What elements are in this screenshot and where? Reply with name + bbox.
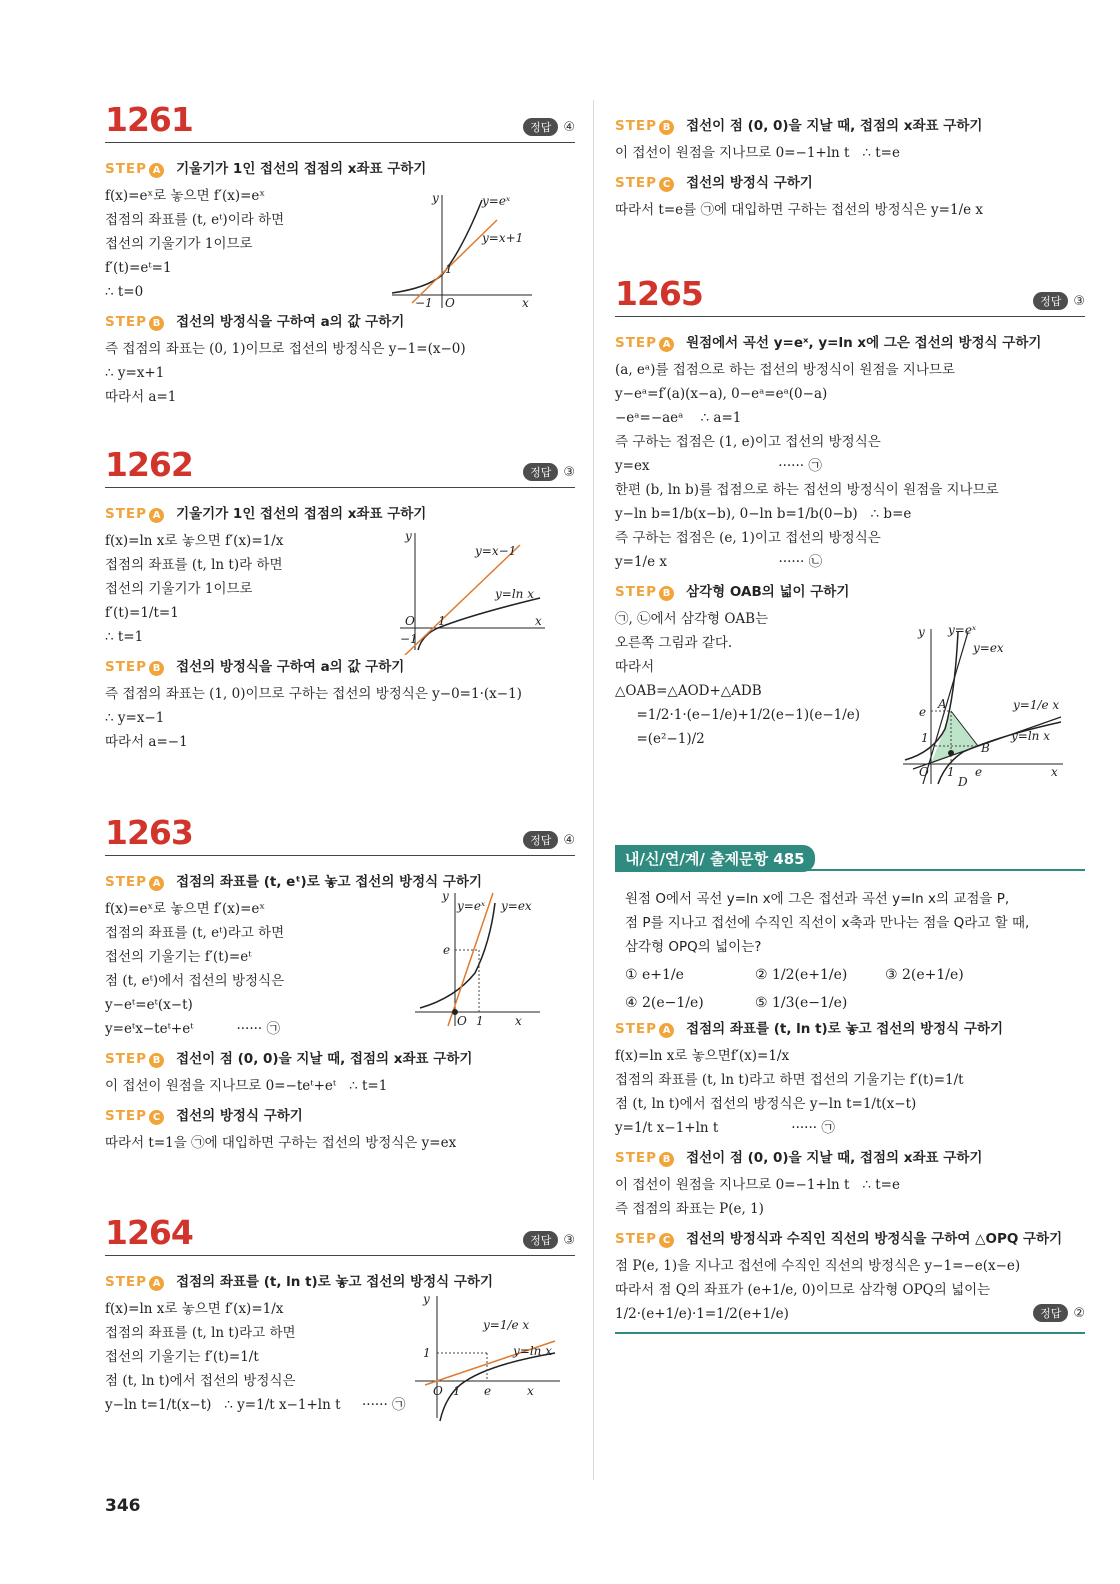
solution-line: y−eᵗ=eᵗ(x−t) (105, 997, 193, 1013)
axis-label-x: x (527, 1384, 534, 1398)
tangent-label: y=ex (501, 899, 532, 913)
step-code: STEP (615, 335, 658, 351)
axis-label-y: y (918, 625, 925, 639)
point-label: e (484, 1384, 492, 1398)
solution-line: 점 (t, ln t)에서 접선의 방정식은 (105, 1373, 296, 1389)
axis-label-y: y (432, 191, 439, 205)
solution-line: 접선의 기울기가 1이므로 (105, 581, 253, 597)
step-title: 접선이 점 (0, 0)을 지날 때, 접점의 x좌표 구하기 (176, 1051, 473, 1067)
answer-tag: 정답 (1033, 1304, 1068, 1322)
solution-line: 오른쪽 그림과 같다. (615, 635, 733, 651)
solution-line: ∴ t=1 (105, 629, 144, 645)
page-number: 346 (105, 1496, 141, 1516)
origin-label: O (445, 296, 455, 310)
step-letter: C (149, 1110, 164, 1125)
solution-line: 이 접선이 원점을 지나므로 0=−1+ln t ∴ t=e (615, 145, 900, 161)
solution-line: 1/2·(e+1/e)·1=1/2(e+1/e) (615, 1306, 789, 1322)
solution-line: (a, eᵃ)를 접점으로 하는 접선의 방정식이 원점을 지나므로 (615, 362, 955, 378)
solution-line: 점 (t, eᵗ)에서 접선의 방정식은 (105, 973, 285, 989)
step-letter: A (149, 508, 164, 523)
point-label: −1 (400, 632, 418, 646)
step-title: 접선의 방정식 구하기 (686, 175, 813, 191)
step-letter: A (149, 163, 164, 178)
point-label: −1 (415, 296, 433, 310)
solution-line: =(e²−1)/2 (615, 731, 705, 747)
step-b (615, 580, 1085, 601)
step-title: 기울기가 1인 접선의 접점의 x좌표 구하기 (176, 161, 427, 177)
problem-1263 (105, 813, 575, 1213)
solution-line: 따라서 a=1 (105, 389, 177, 405)
step-a (105, 502, 575, 523)
axis-label-x: x (522, 296, 529, 310)
problem-header (105, 100, 575, 143)
curve-label: y=eˣ (948, 624, 977, 637)
choice-2[interactable]: ② 1/2(e+1/e) (755, 967, 848, 983)
step-b (105, 655, 575, 676)
problem-header (615, 274, 1085, 317)
origin-label: O (919, 765, 929, 779)
step-a (615, 1017, 1085, 1038)
solution-line: 접점의 좌표를 (t, ln t)라고 하면 접선의 기울기는 f′(t)=1/t (615, 1072, 964, 1088)
step-letter: A (659, 1023, 674, 1038)
problem-1261 (105, 100, 575, 445)
solution-line: y−ln b=1/b(x−b), 0−ln b=1/b(0−b) ∴ b=e (615, 506, 912, 522)
step-letter: B (149, 316, 164, 331)
step-b (615, 1146, 1085, 1167)
point-label: 1 (445, 262, 453, 276)
axis-label-x: x (1051, 765, 1058, 779)
solution-line: y−ln t=1/t(x−t) ∴ y=1/t x−1+ln t ······ ㉠ (105, 1397, 406, 1413)
problem-number: 1261 (105, 100, 193, 139)
step-title: 접선이 점 (0, 0)을 지날 때, 접점의 x좌표 구하기 (686, 118, 983, 134)
answer-badge (1033, 292, 1085, 310)
answer-tag: 정답 (523, 831, 558, 849)
answer-value: ④ (563, 120, 575, 135)
step-a (105, 157, 575, 178)
step-code: STEP (105, 1274, 148, 1290)
step-code: STEP (615, 1150, 658, 1166)
problem-1264 (105, 1213, 575, 1453)
step-title: 접점의 좌표를 (t, ln t)로 놓고 접선의 방정식 구하기 (176, 1274, 494, 1290)
problem-number: 1265 (615, 274, 703, 313)
solution-line: ∴ y=x−1 (105, 710, 165, 726)
solution-line: 이 접선이 원점을 지나므로 0=−teᵗ+eᵗ ∴ t=1 (105, 1078, 388, 1094)
step-a (615, 331, 1085, 352)
solution-line: 접선의 기울기가 1이므로 (105, 236, 253, 252)
step-code: STEP (105, 161, 148, 177)
step-code: STEP (105, 1051, 148, 1067)
solution-line: −eᵃ=−aeᵃ ∴ a=1 (615, 410, 742, 426)
step-letter: B (659, 586, 674, 601)
problem-number: 1264 (105, 1213, 193, 1252)
solution-line: 이 접선이 원점을 지나므로 0=−1+ln t ∴ t=e (615, 1177, 900, 1193)
question-line: 삼각형 OPQ의 넓이는? (625, 939, 762, 955)
choice-1[interactable]: ① e+1/e (625, 967, 684, 983)
naesin-rule (615, 850, 1085, 871)
solution-line: y−eᵃ=f′(a)(x−a), 0−eᵃ=eᵃ(0−a) (615, 386, 828, 402)
naesin-tag: 내/신/연/계/ 출제문항 485 (615, 845, 815, 872)
answer-value: ③ (1073, 294, 1085, 309)
problem-header (105, 445, 575, 488)
problem-1262 (105, 445, 575, 813)
step-title: 접점의 좌표를 (t, ln t)로 놓고 접선의 방정식 구하기 (686, 1021, 1004, 1037)
step-code: STEP (105, 659, 148, 675)
solution-line: 점 (t, ln t)에서 접선의 방정식은 y−ln t=1/t(x−t) (615, 1096, 917, 1112)
answer-tag: 정답 (1033, 292, 1068, 310)
step-letter: B (659, 120, 674, 135)
choices (625, 967, 1085, 1011)
problem-number: 1262 (105, 445, 193, 484)
problem-number: 1263 (105, 813, 193, 852)
step-title: 삼각형 OAB의 넓이 구하기 (686, 584, 850, 600)
solution-line: 즉 구하는 접점은 (e, 1)이고 접선의 방정식은 (615, 530, 881, 546)
point-label: 1 (438, 614, 446, 628)
problem-1265 (615, 274, 1085, 859)
step-code: STEP (105, 506, 148, 522)
point-label-d: D (958, 775, 968, 789)
step-title: 접선의 방정식 구하기 (176, 1108, 303, 1124)
step-letter: A (149, 876, 164, 891)
step-letter: C (659, 1233, 674, 1248)
axis-label-y: y (423, 1293, 430, 1306)
point-label: 1 (476, 1014, 484, 1028)
axis-label-x: x (535, 614, 542, 628)
origin-label: O (405, 614, 415, 628)
answer-tag: 정답 (523, 1231, 558, 1249)
step-c (105, 1104, 575, 1125)
solution-line: =1/2·1·(e−1/e)+1/2(e−1)(e−1/e) (615, 707, 861, 723)
solution-line: 따라서 점 Q의 좌표가 (e+1/e, 0)이므로 삼각형 OPQ의 넓이는 (615, 1282, 991, 1298)
step-title: 접선의 방정식을 구하여 a의 값 구하기 (176, 314, 405, 330)
axis-label-y: y (405, 530, 412, 543)
solution-line: 즉 접점의 좌표는 P(e, 1) (615, 1201, 764, 1217)
solution-line: f′(t)=1/t=1 (105, 605, 179, 621)
curve-label: y=eˣ (457, 899, 486, 913)
step-code: STEP (615, 584, 658, 600)
solution-line: △OAB=△AOD+△ADB (615, 683, 762, 699)
problem-header (105, 1213, 575, 1256)
solution-line: 한편 (b, ln b)를 접점으로 하는 접선의 방정식이 원점을 지나므로 (615, 482, 999, 498)
step-b (615, 114, 1085, 135)
step-title: 접선이 점 (0, 0)을 지날 때, 접점의 x좌표 구하기 (686, 1150, 983, 1166)
step-letter: A (659, 337, 674, 352)
naesin-section (615, 850, 1085, 1334)
graph-exp-tangent (387, 190, 537, 310)
point-label: 1 (947, 765, 955, 779)
solution-line: 따라서 (615, 659, 655, 675)
step-letter: B (149, 1053, 164, 1068)
solution-line: ㉠, ㉡에서 삼각형 OAB는 (615, 611, 769, 627)
solution-line: 접점의 좌표를 (t, eᵗ)이라 하면 (105, 212, 285, 228)
graph-exp-origin-tangent (415, 888, 555, 1028)
origin-label: O (457, 1014, 467, 1028)
step-b (105, 310, 575, 331)
answer-value: ② (1073, 1306, 1085, 1321)
column-divider (593, 100, 594, 1480)
graph-ln-origin-tangent (415, 1293, 565, 1423)
problem-1264-continued (615, 114, 1085, 274)
choice-5[interactable]: ⑤ 1/3(e−1/e) (755, 995, 848, 1011)
solution-line: f(x)=ln x로 놓으면 f′(x)=1/x (105, 533, 284, 549)
solution-line: 따라서 a=−1 (105, 734, 188, 750)
right-column (615, 108, 1085, 1334)
curve-label: y=ln x (495, 587, 534, 601)
solution-line: 즉 구하는 접점은 (1, e)이고 접선의 방정식은 (615, 434, 881, 450)
graph-triangle-oab (903, 624, 1068, 789)
solution-line: ∴ y=x+1 (105, 365, 165, 381)
solution-line: 점 P(e, 1)을 지나고 접선에 수직인 직선의 방정식은 y−1=−e(x−e) (615, 1258, 1021, 1274)
tangent-label: y=1/e x (1013, 698, 1060, 712)
axis-label-x: x (515, 1014, 522, 1028)
curve-label: y=ln x (513, 1344, 552, 1358)
step-code: STEP (615, 1231, 658, 1247)
point-label: e (443, 943, 451, 957)
tangent-label: y=x+1 (482, 231, 524, 245)
solution-line: 따라서 t=e를 ㉠에 대입하면 구하는 접선의 방정식은 y=1/e x (615, 202, 984, 218)
left-column (105, 100, 575, 1453)
solution-line: 접점의 좌표를 (t, eᵗ)라고 하면 (105, 925, 285, 941)
curve-label: y=ln x (1011, 729, 1050, 743)
answer-value: ③ (563, 1233, 575, 1248)
answer-badge (1033, 1304, 1085, 1322)
step-title: 원점에서 곡선 y=eˣ, y=ln x에 그은 접선의 방정식 구하기 (686, 335, 1042, 351)
step-c (615, 171, 1085, 192)
problem-header (105, 813, 575, 856)
point-label-a: A (938, 697, 947, 711)
graph-ln-tangent (400, 530, 550, 655)
solution-line: 즉 접점의 좌표는 (1, 0)이므로 구하는 접선의 방정식은 y−0=1·(x−1) (105, 686, 522, 702)
point-label-b: B (981, 741, 990, 755)
step-title: 기울기가 1인 접선의 접점의 x좌표 구하기 (176, 506, 427, 522)
choice-3[interactable]: ③ 2(e+1/e) (885, 967, 964, 983)
solution-line: f(x)=ln x로 놓으면f′(x)=1/x (615, 1048, 790, 1064)
step-code: STEP (105, 314, 148, 330)
answer-badge (523, 118, 575, 136)
axis-label-y: y (442, 889, 449, 903)
answer-tag: 정답 (523, 118, 558, 136)
solution-line: y=eᵗx−teᵗ+eᵗ ······ ㉠ (105, 1021, 281, 1037)
answer-badge (523, 463, 575, 481)
answer-tag: 정답 (523, 463, 558, 481)
solution-line: f(x)=ln x로 놓으면 f′(x)=1/x (105, 1301, 284, 1317)
section-bottom-rule (615, 1332, 1085, 1334)
step-c (615, 1227, 1085, 1248)
solution-line: y=ex ······ ㉠ (615, 458, 822, 474)
solution-line: 접선의 기울기는 f′(t)=eᵗ (105, 949, 252, 965)
point-label: 1 (423, 1346, 431, 1360)
answer-value: ③ (563, 465, 575, 480)
solution-line: f(x)=eˣ로 놓으면 f′(x)=eˣ (105, 188, 266, 204)
step-letter: B (659, 1152, 674, 1167)
solution-line: y=1/t x−1+ln t ······ ㉠ (615, 1120, 835, 1136)
solution-line: 접점의 좌표를 (t, ln t)라고 하면 (105, 1325, 296, 1341)
answer-badge (523, 1231, 575, 1249)
answer-value: ④ (563, 833, 575, 848)
tangent-label: y=1/e x (483, 1318, 530, 1332)
curve-label: y=eˣ (482, 194, 511, 208)
question-line: 원점 O에서 곡선 y=ln x에 그은 접선과 곡선 y=ln x의 교점을 P, (625, 891, 1010, 907)
solution-line: 접선의 기울기는 f′(t)=1/t (105, 1349, 259, 1365)
step-code: STEP (615, 175, 658, 191)
step-title: 접점의 좌표를 (t, eᵗ)로 놓고 접선의 방정식 구하기 (176, 874, 483, 890)
point-label: e (975, 765, 983, 779)
step-code: STEP (615, 1021, 658, 1037)
step-title: 접선의 방정식을 구하여 a의 값 구하기 (176, 659, 405, 675)
solution-line: 따라서 t=1을 ㉠에 대입하면 구하는 접선의 방정식은 y=ex (105, 1135, 457, 1151)
question-line: 점 P를 지나고 접선에 수직인 직선이 x축과 만나는 점을 Q라고 할 때, (625, 915, 1030, 931)
solution-line: f(x)=eˣ로 놓으면 f′(x)=eˣ (105, 901, 266, 917)
solution-line: y=1/e x ······ ㉡ (615, 554, 823, 570)
point-label: 1 (921, 731, 929, 745)
step-title: 접선의 방정식과 수직인 직선의 방정식을 구하여 △OPQ 구하기 (686, 1231, 1063, 1247)
step-code: STEP (105, 874, 148, 890)
choice-4[interactable]: ④ 2(e−1/e) (625, 995, 704, 1011)
tangent-label: y=x−1 (475, 544, 517, 558)
step-code: STEP (615, 118, 658, 134)
step-code: STEP (105, 1108, 148, 1124)
answer-badge (523, 831, 575, 849)
tangent-label: y=ex (973, 641, 1004, 655)
solution-line: f′(t)=eᵗ=1 (105, 260, 172, 276)
point-label: 1 (453, 1384, 461, 1398)
step-letter: C (659, 177, 674, 192)
point-label: e (919, 705, 927, 719)
solution-line: 접점의 좌표를 (t, ln t)라 하면 (105, 557, 283, 573)
step-b (105, 1047, 575, 1068)
step-letter: A (149, 1276, 164, 1291)
step-a (105, 1270, 575, 1291)
solution-line: ∴ t=0 (105, 284, 144, 300)
step-letter: B (149, 661, 164, 676)
solution-line: 즉 접점의 좌표는 (0, 1)이므로 접선의 방정식은 y−1=(x−0) (105, 341, 466, 357)
origin-label: O (433, 1384, 443, 1398)
